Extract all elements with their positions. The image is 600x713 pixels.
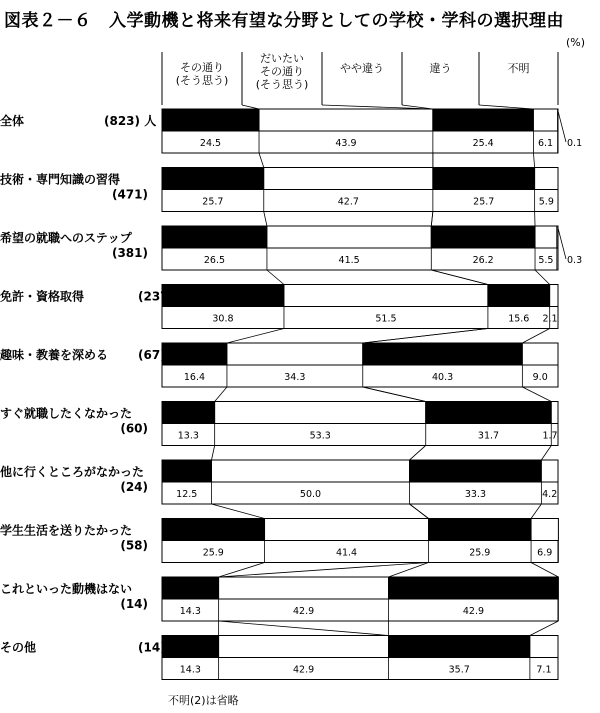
bar-segment: [264, 168, 433, 190]
value-label: 33.3: [464, 489, 487, 500]
connector-line: [219, 563, 265, 578]
bar-segment: [522, 343, 558, 365]
value-label: 9.0: [532, 372, 548, 383]
connector-line: [227, 329, 284, 344]
value-label: 42.9: [292, 664, 315, 676]
category-count: (14): [120, 597, 148, 611]
bar-segment: [162, 636, 219, 658]
bar-segment: [433, 168, 535, 190]
bar-segment: [535, 226, 557, 248]
value-label: 14.3: [179, 606, 201, 617]
category-label: 技術・専門知識の習得: [0, 172, 121, 187]
bar-segment: [530, 636, 558, 658]
bar-segment: [162, 519, 265, 541]
value-label: 13.3: [177, 430, 199, 442]
connector-line: [410, 446, 426, 461]
bar-segment: [541, 460, 558, 482]
legend-label: (そう思う): [255, 78, 309, 91]
bar-segment: [267, 226, 431, 248]
value-box: [162, 131, 558, 153]
bar-segment: [162, 577, 219, 599]
value-label: 5.9: [538, 196, 554, 208]
bar-segment: [162, 109, 259, 131]
page-title: 図表２－６ 入学動機と将来有望な分野としての学校・学科の選択理由: [4, 11, 564, 31]
category-label: すぐ就職したくなかった: [0, 406, 133, 421]
value-label: 25.7: [202, 196, 224, 208]
bar-segment: [265, 519, 429, 541]
connector-line: [242, 105, 259, 109]
value-label: 42.9: [462, 606, 485, 617]
value-label: 34.3: [284, 372, 306, 383]
value-label-extra: 0.3: [567, 255, 583, 266]
bar-segment: [162, 226, 267, 248]
connector-line: [212, 446, 215, 461]
connector-line: [531, 563, 558, 578]
category-count: (823) 人: [104, 114, 157, 128]
bar-segment: [162, 285, 284, 307]
bar-segment: [162, 343, 227, 365]
bar-segment: [389, 636, 530, 658]
bar-segment: [227, 343, 363, 365]
connector-line: [522, 387, 551, 402]
connector-line: [431, 270, 488, 285]
value-label: 53.3: [309, 430, 331, 442]
category-count: (381): [111, 246, 148, 260]
connector-line: [541, 446, 551, 461]
category-count: (14): [138, 640, 166, 655]
category-count: (24): [120, 480, 148, 494]
legend-label: (そう思う): [175, 74, 229, 87]
value-label: 41.5: [338, 255, 360, 266]
connector-line: [219, 621, 389, 636]
value-label: 35.7: [448, 664, 470, 676]
bar-segment: [219, 636, 389, 658]
category-count: (58): [120, 538, 148, 553]
connector-line: [410, 504, 429, 519]
connector-line: [212, 504, 265, 519]
value-label: 43.9: [335, 138, 357, 149]
value-label: 25.9: [202, 547, 224, 559]
value-label: 51.5: [375, 313, 397, 325]
value-box: [162, 599, 558, 621]
connector-line: [533, 153, 534, 168]
connector-line: [215, 387, 227, 402]
value-label: 16.4: [183, 372, 206, 383]
category-label: 免許・資格取得: [0, 289, 85, 304]
legend-label: その通り: [180, 61, 224, 74]
bar-segment: [389, 577, 559, 599]
value-label-extra: 0.1: [567, 138, 583, 149]
connector-line: [431, 212, 433, 227]
value-box: [162, 365, 558, 387]
footnote: 不明(2)は省略: [168, 694, 239, 707]
value-label: 24.5: [199, 138, 222, 149]
value-label: 42.7: [337, 196, 359, 208]
value-label: 7.1: [536, 664, 552, 676]
callout-line: [558, 228, 566, 259]
connector-line: [479, 105, 533, 109]
category-label: これといった動機はない: [0, 582, 133, 596]
bar-segment: [426, 402, 552, 424]
bar-segment: [550, 285, 558, 307]
value-label: 50.0: [299, 489, 322, 500]
value-label: 5.5: [538, 255, 554, 266]
connector-line: [531, 504, 541, 519]
connector-line: [363, 329, 488, 344]
value-label: 2.1: [542, 313, 558, 325]
category-count: (237): [138, 289, 175, 304]
value-box: [162, 658, 558, 680]
value-label: 4.2: [542, 489, 558, 500]
value-label: 1.7: [542, 430, 558, 442]
bar-segment: [162, 460, 212, 482]
bar-segment: [162, 402, 215, 424]
bar-segment: [162, 168, 264, 190]
legend-label: 違う: [429, 62, 452, 75]
value-label: 12.5: [176, 489, 198, 500]
category-label: 趣味・教養を深める: [0, 348, 109, 362]
legend-label: やや違う: [340, 62, 384, 75]
bar-segment: [533, 109, 557, 131]
bar-segment: [431, 226, 535, 248]
bar-segment: [531, 519, 558, 541]
bar-segment: [284, 285, 488, 307]
bar-segment: [488, 285, 550, 307]
category-count: (60): [120, 421, 148, 436]
connector-line: [259, 153, 264, 168]
connector-line: [219, 563, 429, 578]
category-label: その他: [0, 640, 37, 655]
value-label: 25.7: [473, 196, 495, 208]
value-label: 26.2: [472, 255, 494, 266]
connector-line: [522, 329, 549, 344]
legend-label: 不明: [507, 62, 530, 75]
value-label: 14.3: [179, 664, 201, 676]
bar-segment: [215, 402, 426, 424]
bar-segment: [259, 109, 433, 131]
value-label: 6.9: [537, 547, 553, 559]
bar-segment: [212, 460, 410, 482]
value-box: [162, 482, 558, 504]
category-label: 学生生活を送りたかった: [0, 523, 133, 538]
bar-segment: [219, 577, 389, 599]
value-label: 25.4: [472, 138, 494, 149]
value-label: 42.9: [292, 606, 315, 617]
connector-line: [264, 212, 267, 227]
connector-line: [535, 270, 550, 285]
connector-line: [530, 621, 559, 636]
bar-segment: [410, 460, 542, 482]
value-label: 6.1: [537, 138, 554, 149]
connector-line: [363, 387, 426, 402]
value-label: 26.5: [203, 255, 226, 266]
legend-label: だいたい: [260, 52, 304, 65]
bar-segment: [535, 168, 558, 190]
value-label: 41.4: [335, 547, 358, 559]
bar-segment: [433, 109, 534, 131]
category-label: 全体: [0, 114, 25, 128]
value-label: 25.9: [469, 547, 491, 559]
connector-line: [267, 270, 284, 285]
unit-label: (%): [566, 36, 586, 49]
legend-label: その通り: [260, 65, 304, 78]
category-label: 他に行くところがなかった: [0, 465, 145, 479]
value-label: 30.8: [212, 313, 234, 325]
category-count: (471): [111, 187, 148, 202]
value-label: 31.7: [477, 430, 500, 442]
value-label: 15.6: [508, 313, 530, 325]
value-label: 40.3: [431, 372, 454, 383]
callout-line: [558, 111, 566, 142]
bar-segment: [551, 402, 558, 424]
bar-segment: [429, 519, 532, 541]
category-label: 希望の就職へのステップ: [0, 231, 132, 245]
category-count: (67): [138, 348, 166, 362]
bar-segment: [363, 343, 523, 365]
